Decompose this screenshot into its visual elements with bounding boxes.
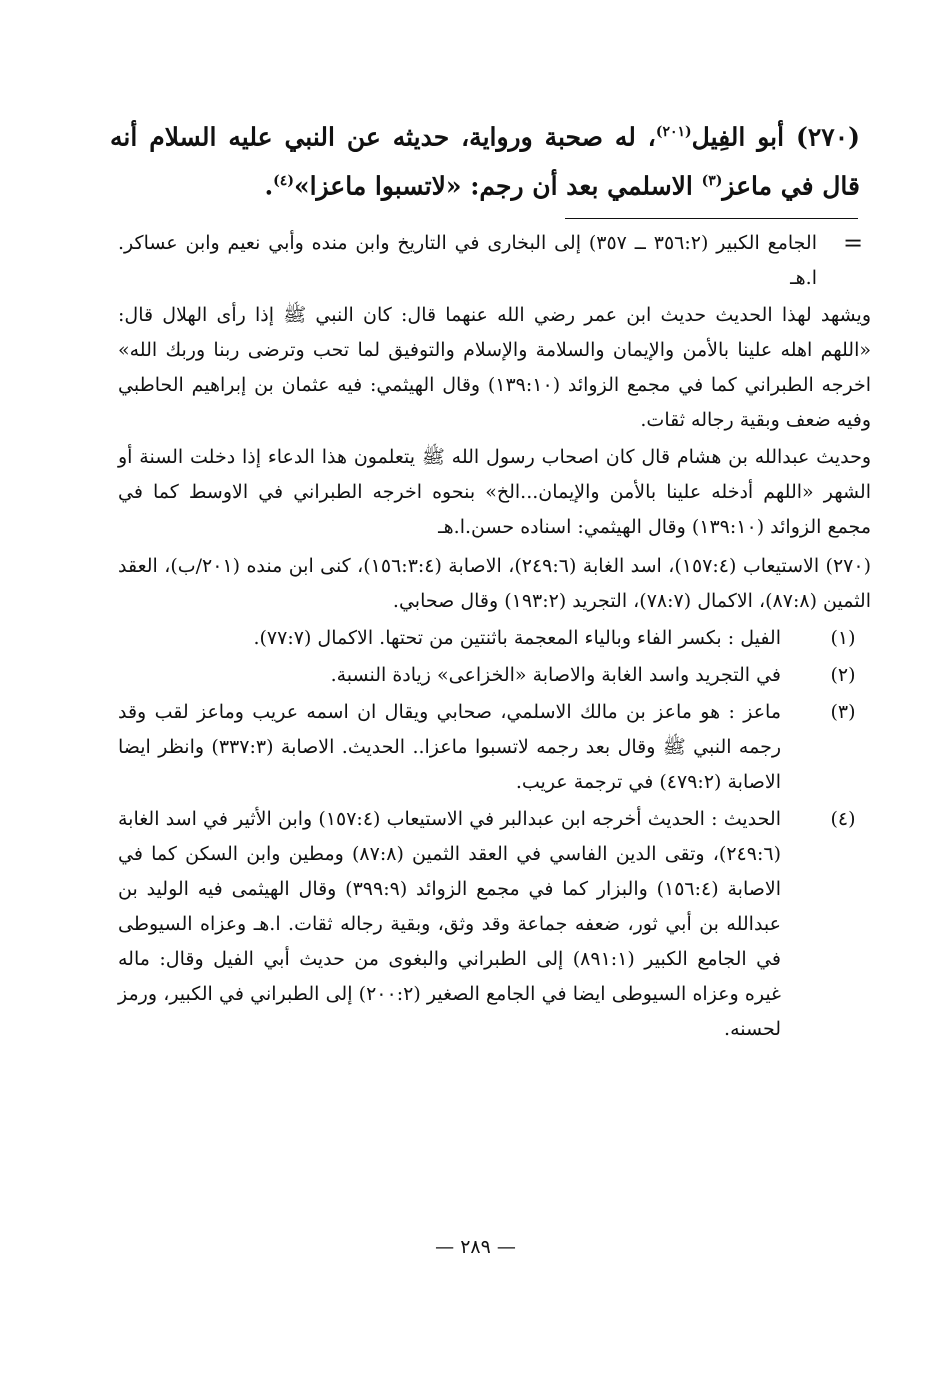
continuation-marker: = (842, 229, 864, 257)
page-number: — ٢٨٩ — (435, 1236, 516, 1258)
footnote-ref-2: (٣) (701, 173, 723, 190)
footnote-4 (118, 802, 871, 1047)
entry-number: (٢٧٠) (796, 122, 860, 152)
footnote-1 (118, 621, 871, 656)
footnote-number: (١) (830, 627, 856, 649)
footnote-ref-3: (٤) (273, 173, 294, 190)
footnote-ref-1: (٢٠١) (655, 124, 692, 140)
entry-quote: «لاتسبوا ماعزا» (293, 171, 462, 201)
entry-text-3: الاسلمي بعد أن رجم: (461, 171, 702, 201)
footnote-text: ماعز : هو ماعز بن مالك الاسلمي، صحابي ويقال ان اسمه عريب وماعز لقب وقد رجمه النبي ﷺ وقال بعد رجمه لاتسبوا ماعزا.. الحديث. الاصابة (٣٣٧:٣) وانظر ايضا الاصابة (٤٧٩:٢) في ترجمة عريب. (118, 701, 781, 793)
footnote-text: الحديث : الحديث أخرجه ابن عبدالبر في الاستيعاب (١٥٧:٤) وابن الأثير في اسد الغابة (٢٤٩:٦)، وتقى الدين الفاسي في العقد الثمين (٨٧:٨) ومطين وابن السكن كما في الاصابة (١٥٦:٤) والبزار كما في مجمع الزوائد (٣٩٩:٩) وقال الهيثمى فيه الوليد بن عبدالله بن أبي ثور، ضعفه جماعة وقد وثق، وبقية رجاله ثقات. ا.هـ وعزاه السيوطى في الجامع الكبير (٨٩١:١) إلى الطبراني والبغوى من حديث أبي الفيل وقال: ماله غيره وعزاه السيوطى ايضا في الجامع الصغير (٢٠٠:٢) إلى الطبراني في الكبير، ورمز لحسنه. (118, 808, 782, 1040)
footnote-continuation (118, 226, 871, 296)
continuation-text: الجامع الكبير (٣٥٦:٢ ــ ٣٥٧) إلى البخارى في التاريخ وابن منده وأبي نعيم وابن عساكر. ا.هـ (118, 232, 818, 289)
footnote-text: الفيل : بكسر الفاء وبالياء المعجمة باثنتين من تحتها. الاكمال (٧٧:٧). (253, 627, 781, 649)
footnote-2 (118, 658, 871, 693)
entry-text-2: ، له صحبة ورواية، حديثه عن النبي عليه السلام أنه قال في ماعز (110, 122, 860, 201)
footnote-paragraph-1: ويشهد لهذا الحديث حديث ابن عمر رضي الله عنهما قال: كان النبي ﷺ إذا رأى الهلال قال: «اللهم اهله علينا بالأمن والإيمان والسلامة والإسلام والتوفيق لما تحب وترضى ربنا وربك الله» اخرجه الطبراني كما في مجمع الزوائد (١٣٩:١٠) وقال الهيثمي: فيه عثمان بن إبراهيم الحاطبي وفيه ضعف وبقية رجاله ثقات. (118, 304, 871, 431)
footnotes-section (118, 226, 871, 1047)
entry-text-1: أبو الفِيل (691, 122, 785, 152)
footnote-number: (٢) (830, 664, 856, 686)
entry-end: . (264, 171, 274, 201)
footnote-text: في التجريد واسد الغابة والاصابة «الخزاعى» زيادة النسبة. (330, 664, 781, 686)
footnote-3 (118, 695, 871, 800)
entry-main-note: (٢٧٠) الاستيعاب (١٥٧:٤)، اسد الغابة (٢٤٩:٦)، الاصابة (١٥٦:٣:٤)، كنى ابن منده (٢٠١/ب)، العقد الثمين (٨٧:٨)، الاكمال (٧٨:٧)، التجريد (١٩٣:٢) وقال صحابي. (118, 555, 872, 612)
footnote-separator (565, 218, 858, 219)
footnote-number: (٤) (830, 808, 856, 830)
main-entry (110, 110, 860, 209)
footnote-number: (٣) (830, 701, 856, 723)
footnote-paragraph-2: وحديث عبدالله بن هشام قال كان اصحاب رسول الله ﷺ يتعلمون هذا الدعاء إذا دخلت السنة أو الشهر «اللهم أدخله علينا بالأمن والإيمان...الخ» بنحوه اخرجه الطبراني في الاوسط كما في مجمع الزوائد (١٣٩:١٠) وقال الهيثمي: اسناده حسن.ا.هـ (118, 446, 871, 538)
